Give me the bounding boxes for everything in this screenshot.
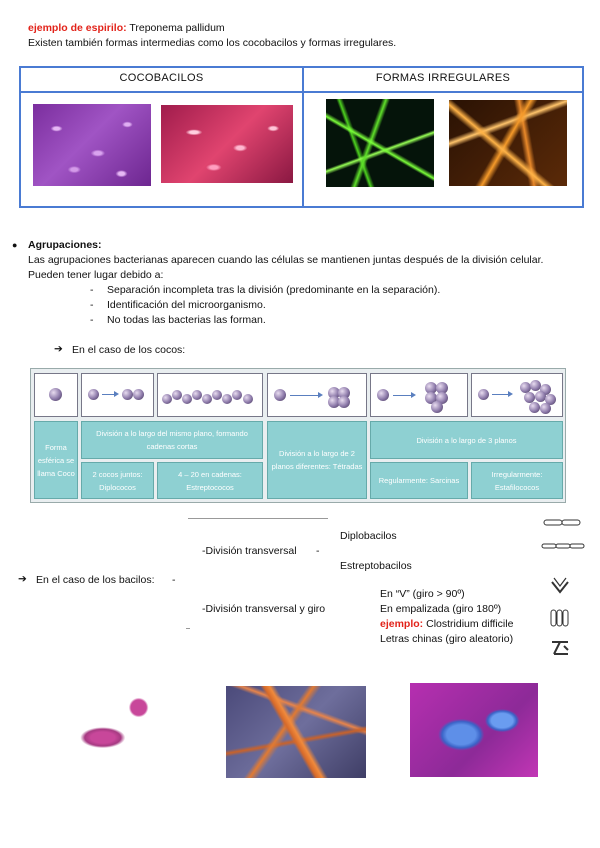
- forms-table: [19, 66, 584, 208]
- espirilo-value: Treponema pallidum: [129, 22, 225, 34]
- arrow-right-icon: ➔: [54, 343, 63, 355]
- bacilos-arrangement-icons: [538, 518, 586, 658]
- cocobacilos-header: COCOBACILOS: [119, 72, 204, 84]
- forms-line: Existen también formas intermedias como los cocobacilos y formas irregulares.: [28, 37, 397, 49]
- espirilo-label: ejemplo de espirilo:: [28, 22, 127, 34]
- bracket-line: [188, 518, 328, 519]
- dash-icon: -: [90, 299, 94, 311]
- diplobacilos-label: Diplobacilos: [340, 530, 397, 542]
- estreptobacilo-photo: [226, 686, 366, 778]
- bracket-line: [186, 628, 190, 629]
- cocos-case-label: En el caso de los cocos:: [72, 344, 186, 356]
- agrupaciones-line2: Pueden tener lugar debido a:: [28, 269, 164, 281]
- bacilos-case-label: En el caso de los bacilos:: [36, 574, 155, 586]
- division-transversal-label: -División transversal: [202, 545, 297, 557]
- coco-text-cell: Forma esférica se llama Coco: [34, 421, 78, 499]
- dash-icon: -: [90, 284, 94, 296]
- dash-icon: -: [90, 314, 94, 326]
- en-v-label: En “V” (giro > 90º): [380, 588, 465, 600]
- agrupaciones-title: Agrupaciones:: [28, 239, 102, 251]
- tres-planos-text-cell: División a lo largo de 3 planos: [370, 421, 563, 459]
- arrow-right-icon: ➔: [18, 573, 27, 585]
- estreptobacilos-label: Estreptobacilos: [340, 560, 412, 572]
- agrupaciones-line1: Las agrupaciones bacterianas aparecen cuando las células se mantienen juntas después de la división celular.: [28, 254, 544, 266]
- empalizada-label: En empalizada (giro 180º): [380, 603, 502, 615]
- cocobacilos-photo-pink: [161, 105, 293, 183]
- clostridium-example: [380, 618, 513, 630]
- tetrada-image: [267, 373, 367, 417]
- dash-icon: -: [316, 545, 320, 557]
- list-item: No todas las bacterias las forman.: [107, 314, 266, 326]
- list-item: Separación incompleta tras la división (predominante en la separación).: [107, 284, 441, 296]
- diplobacilo-blue-photo: [410, 683, 538, 777]
- ejemplo-label: ejemplo:: [380, 618, 424, 630]
- list-item: Identificación del microorganismo.: [107, 299, 266, 311]
- sarcina-image: [370, 373, 468, 417]
- bacilo-rod-photo: [58, 686, 170, 772]
- formas-irregulares-header: FORMAS IRREGULARES: [375, 72, 511, 84]
- division-plano-text-cell: División a lo largo del mismo plano, formando cadenas cortas: [81, 421, 263, 459]
- bullet-icon: ●: [12, 240, 18, 250]
- ejemplo-value: Clostridium difficile: [426, 618, 514, 630]
- diplococo-image: [81, 373, 154, 417]
- irregular-photo-green: [326, 99, 434, 187]
- cocobacilos-photo-purple: [33, 104, 151, 186]
- irregular-photo-orange: [449, 100, 567, 186]
- estreptococo-image: [157, 373, 263, 417]
- dash-icon: -: [172, 574, 176, 586]
- estreptococos-text-cell: 4 – 20 en cadenas: Estreptococos: [157, 462, 263, 499]
- espirilo-example: [28, 22, 225, 34]
- table-column-divider: [302, 68, 304, 206]
- letras-chinas-label: Letras chinas (giro aleatorio): [380, 633, 514, 645]
- estafilococo-image: [471, 373, 563, 417]
- coco-single-image: [34, 373, 78, 417]
- sarcinas-text-cell: Regularmente: Sarcinas: [370, 462, 468, 499]
- diplococos-text-cell: 2 cocos juntos: Diplococos: [81, 462, 154, 499]
- estafilococos-text-cell: Irregularmente: Estafilococos: [471, 462, 563, 499]
- tetradas-text-cell: División a lo largo de 2 planos diferentes: Tétradas: [267, 421, 367, 499]
- division-giro-label: -División transversal y giro: [202, 603, 326, 615]
- cocos-diagram: [30, 368, 566, 503]
